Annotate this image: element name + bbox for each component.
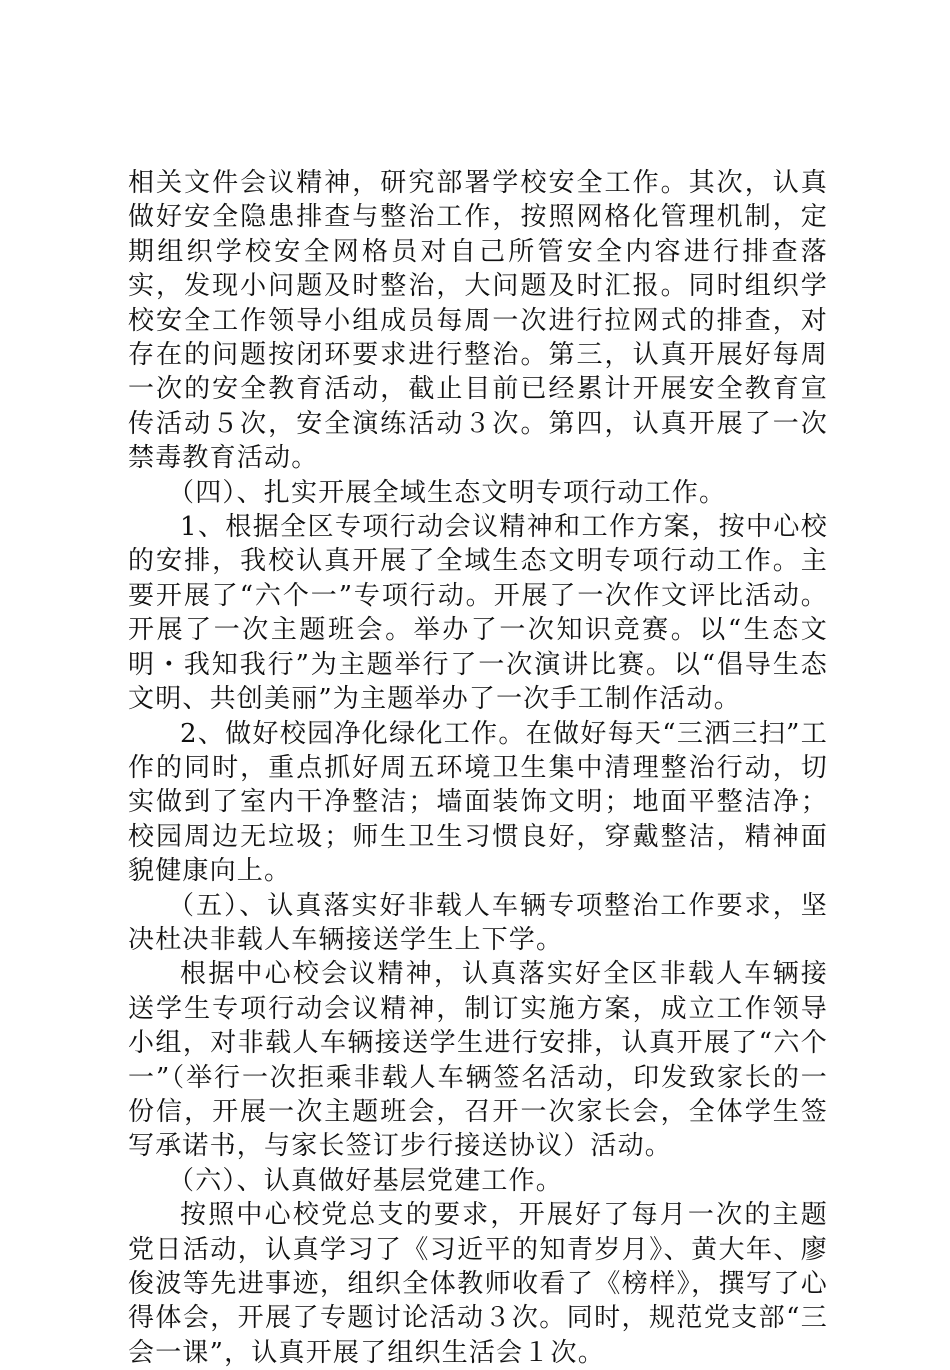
heading-party-building: （六）、认真做好基层党建工作。 xyxy=(168,1165,564,1196)
paragraph-party-activities: 按照中心校党总支的要求，开展好了每月一次的主题党日活动，认真学习了《习近平的知青岁月》、黄大年、廖俊波等先进事迹，组织全体教师收看了《榜样》，撰写了心得体会，开展了专题讨论活动３次。同时，规范党支部“三会一课”，认真开展了组织生活会１次。 xyxy=(128,1200,828,1368)
paragraph-campus-greening: 2、做好校园净化绿化工作。在做好每天“三洒三扫”工作的同时，重点抓好周五环境卫生集中清理整治行动，切实做到了室内干净整洁；墙面装饰文明；地面平整洁净；校园周边无垃圾；师生卫生习惯良好，穿戴整洁，精神面貌健康向上。 xyxy=(128,718,828,887)
document-body xyxy=(128,166,828,1370)
paragraph-special-action: 1、根据全区专项行动会议精神和工作方案，按中心校的安排，我校认真开展了全域生态文明专项行动工作。主要开展了“六个一”专项行动。开展了一次作文评比活动。开展了一次主题班会。举办了一次知识竞赛。以“生态文明・我知我行”为主题举行了一次演讲比赛。以“倡导生态文明、共创美丽”为主题举办了一次手工制作活动。 xyxy=(128,512,828,715)
paragraph-safety-work: 相关文件会议精神，研究部署学校安全工作。其次，认真做好安全隐患排查与整治工作，按照网格化管理机制，定期组织学校安全网格员对自己所管安全内容进行排查落实，发现小问题及时整治，大问题及时汇报。同时组织学校安全工作领导小组成员每周一次进行拉网式的排查，对存在的问题按闭环要求进行整治。第三，认真开展好每周一次的安全教育活动，截止目前已经累计开展安全教育宣传活动５次，安全演练活动３次。第四，认真开展了一次禁毒教育活动。 xyxy=(128,168,828,474)
paragraph-vehicle-action: 根据中心校会议精神，认真落实好全区非载人车辆接送学生专项行动会议精神，制订实施方案，成立工作领导小组，对非载人车辆接送学生进行安排，认真开展了“六个一”（举行一次拒乘非载人车辆签名活动，印发致家长的一份信，开展一次主题班会，召开一次家长会，全体学生签写承诺书，与家长签订步行接送协议）活动。 xyxy=(128,959,828,1162)
heading-vehicle-rectification: （五）、认真落实好非载人车辆专项整治工作要求，坚决杜决非载人车辆接送学生上下学。 xyxy=(128,890,828,955)
heading-ecological-civilization: （四）、扎实开展全域生态文明专项行动工作。 xyxy=(168,477,727,508)
